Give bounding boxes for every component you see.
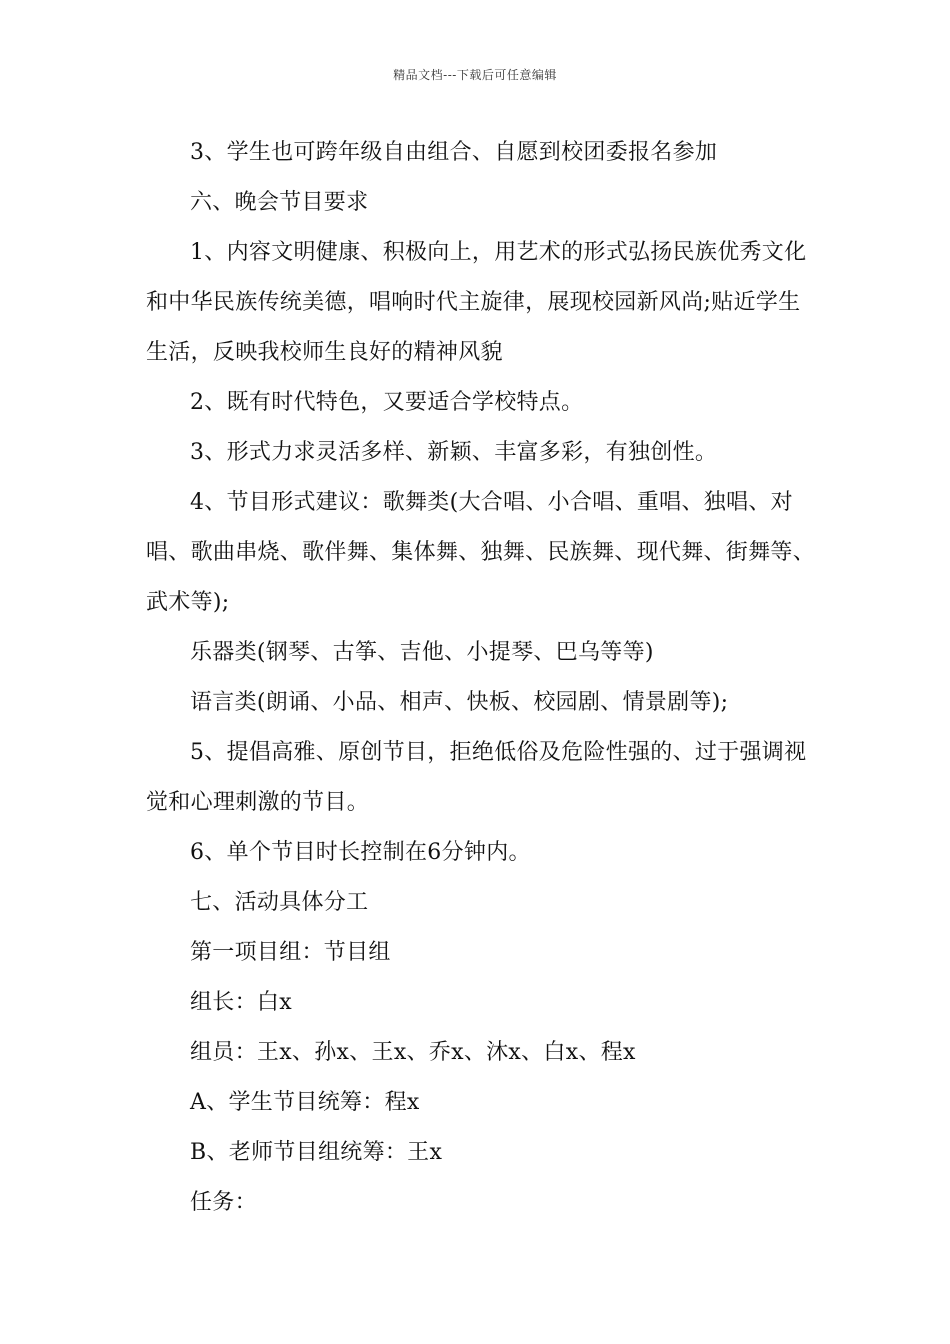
paragraph-line: 2、既有时代特色，又要适合学校特点。 bbox=[190, 390, 584, 415]
page-header: 精品文档---下载后可任意编辑 bbox=[393, 68, 557, 82]
paragraph-line: 组长：白x bbox=[190, 990, 292, 1015]
document-body bbox=[146, 128, 818, 1228]
paragraph-line: 乐器类(钢琴、古筝、吉他、小提琴、巴乌等等) bbox=[190, 640, 654, 665]
paragraph-line: 任务： bbox=[190, 1190, 257, 1215]
paragraph-line: 生活，反映我校师生良好的精神风貌 bbox=[146, 340, 503, 365]
paragraph-line: 1、内容文明健康、积极向上，用艺术的形式弘扬民族优秀文化 bbox=[190, 240, 807, 265]
paragraph-line: 4、节目形式建议：歌舞类(大合唱、小合唱、重唱、独唱、对 bbox=[190, 490, 793, 515]
paragraph-line: 和中华民族传统美德，唱响时代主旋律，展现校园新风尚;贴近学生 bbox=[146, 290, 801, 315]
paragraph-line: 第一项目组：节目组 bbox=[190, 940, 391, 965]
paragraph-line: 6、单个节目时长控制在6分钟内。 bbox=[190, 840, 531, 865]
paragraph-line: 5、提倡高雅、原创节目，拒绝低俗及危险性强的、过于强调视 bbox=[190, 740, 807, 765]
paragraph-line: 唱、歌曲串烧、歌伴舞、集体舞、独舞、民族舞、现代舞、街舞等、 bbox=[146, 540, 816, 565]
section-heading: 六、晚会节目要求 bbox=[190, 190, 369, 215]
paragraph-line: 觉和心理刺激的节目。 bbox=[146, 790, 370, 815]
paragraph-line: 3、学生也可跨年级自由组合、自愿到校团委报名参加 bbox=[190, 140, 718, 165]
section-heading: 七、活动具体分工 bbox=[190, 890, 369, 915]
paragraph-line: A、学生节目统筹：程x bbox=[190, 1090, 420, 1115]
paragraph-line: B、老师节目组统筹：王x bbox=[190, 1140, 443, 1165]
paragraph-line: 组员：王x、孙x、王x、乔x、沐x、白x、程x bbox=[190, 1040, 636, 1065]
paragraph-line: 3、形式力求灵活多样、新颖、丰富多彩，有独创性。 bbox=[190, 440, 718, 465]
paragraph-line: 语言类(朗诵、小品、相声、快板、校园剧、情景剧等); bbox=[190, 690, 729, 715]
paragraph-line: 武术等); bbox=[146, 590, 230, 615]
